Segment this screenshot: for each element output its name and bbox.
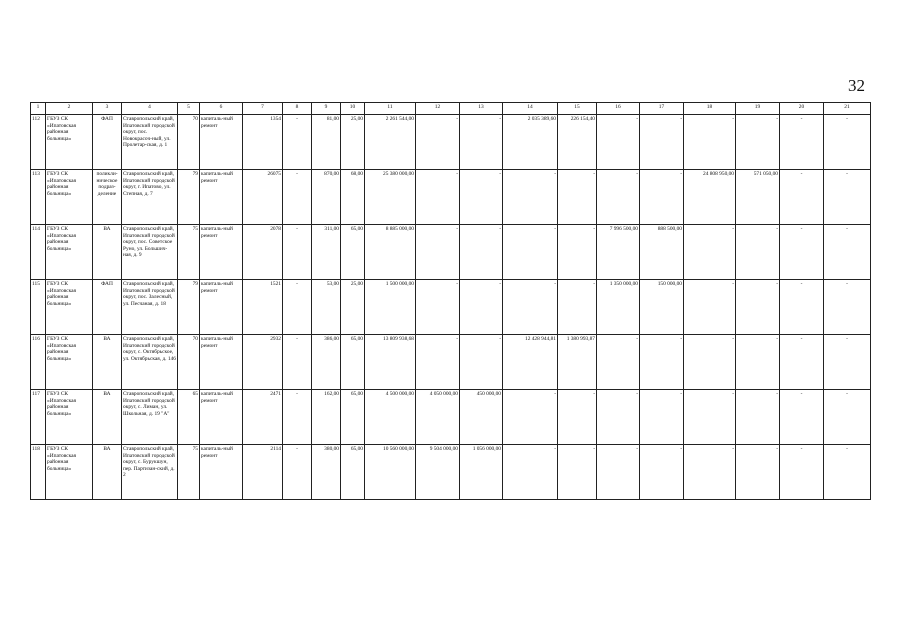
table-cell: 117 — [31, 390, 46, 445]
table-cell: - — [780, 225, 824, 280]
table-cell: - — [416, 115, 460, 170]
table-cell: - — [640, 115, 684, 170]
table-row — [31, 115, 871, 170]
table-cell: - — [597, 170, 640, 225]
objects-table — [30, 102, 871, 500]
table-cell: - — [503, 170, 558, 225]
table-cell: 65,00 — [341, 225, 365, 280]
table-cell: Ставропольский край, Ипатовский городской округ, с. Бурукшун, пер. Партизан-ский, д. 2 — [122, 445, 178, 500]
table-cell: 25,00 — [341, 280, 365, 335]
column-header-11: 11 — [365, 103, 416, 115]
column-header-15: 15 — [558, 103, 597, 115]
table-cell: 65,00 — [341, 445, 365, 500]
table-cell: 13 809 938,68 — [365, 335, 416, 390]
table-cell: ВА — [93, 390, 122, 445]
column-header-1: 1 — [31, 103, 46, 115]
table-cell: 386,00 — [312, 335, 341, 390]
table-cell: - — [460, 115, 503, 170]
table-cell: - — [558, 225, 597, 280]
table-cell: - — [684, 390, 736, 445]
table-cell: - — [780, 445, 824, 500]
table-cell: - — [597, 115, 640, 170]
page-number: 32 — [848, 76, 865, 95]
table-cell: - — [684, 225, 736, 280]
table-cell: Ставропольский край, Ипатовский городской округ, с. Лиман, ул. Школьная, д. 19 "А" — [122, 390, 178, 445]
table-cell: - — [640, 390, 684, 445]
table-row — [31, 335, 871, 390]
table-cell: - — [503, 225, 558, 280]
table-cell: 70 — [178, 115, 200, 170]
table-cell: 2078 — [243, 225, 283, 280]
table-cell: - — [558, 445, 597, 500]
column-header-2: 2 — [46, 103, 93, 115]
table-cell: 870,00 — [312, 170, 341, 225]
table-cell: 1 350 000,00 — [597, 280, 640, 335]
table-cell: - — [780, 335, 824, 390]
table-cell: ФАП — [93, 280, 122, 335]
column-header-16: 16 — [597, 103, 640, 115]
table-cell: 450 000,00 — [460, 390, 503, 445]
table-cell: 75 — [178, 445, 200, 500]
table-cell: - — [824, 225, 871, 280]
column-header-14: 14 — [503, 103, 558, 115]
table-cell: 65 — [178, 390, 200, 445]
table-cell: 1521 — [243, 280, 283, 335]
column-header-21: 21 — [824, 103, 871, 115]
table-cell: Ставропольский край, Ипатовский городской округ, пос. Залесный, ул. Песчаная, д. 18 — [122, 280, 178, 335]
table-cell: - — [460, 170, 503, 225]
table-cell: 116 — [31, 335, 46, 390]
column-header-12: 12 — [416, 103, 460, 115]
table-cell: ГБУЗ СК «Ипатовская районная больница» — [46, 170, 93, 225]
table-cell: - — [283, 115, 312, 170]
table-cell: 68,00 — [341, 170, 365, 225]
table-cell: - — [684, 280, 736, 335]
table-cell: 24 808 950,00 — [684, 170, 736, 225]
table-cell: 888 500,00 — [640, 225, 684, 280]
table-row — [31, 445, 871, 500]
table-cell: 79 — [178, 170, 200, 225]
table-cell: Ставропольский край, Ипатовский городской округ, пос. Советское Руно, ул. Большич-ная, д. 9 — [122, 225, 178, 280]
table-cell: 115 — [31, 280, 46, 335]
table-cell: 150 000,00 — [640, 280, 684, 335]
table-cell: - — [780, 280, 824, 335]
column-header-17: 17 — [640, 103, 684, 115]
table-cell: - — [416, 335, 460, 390]
column-header-19: 19 — [736, 103, 780, 115]
table-cell: ГБУЗ СК «Ипатовская районная больница» — [46, 445, 93, 500]
table-cell: 1 056 000,00 — [460, 445, 503, 500]
table-cell: - — [558, 280, 597, 335]
table-cell: - — [736, 390, 780, 445]
table-cell: - — [460, 335, 503, 390]
table-row — [31, 390, 871, 445]
column-header-7: 7 — [243, 103, 283, 115]
table-cell: ВА — [93, 335, 122, 390]
table-cell: - — [558, 390, 597, 445]
column-header-20: 20 — [780, 103, 824, 115]
table-cell: - — [736, 115, 780, 170]
table-cell: 9 504 000,00 — [416, 445, 460, 500]
table-cell: - — [503, 390, 558, 445]
table-cell: - — [597, 335, 640, 390]
table-cell: - — [597, 445, 640, 500]
table-cell: ФАП — [93, 115, 122, 170]
table-cell: 571 050,00 — [736, 170, 780, 225]
column-header-4: 4 — [122, 103, 178, 115]
column-header-8: 8 — [283, 103, 312, 115]
table-cell: 311,00 — [312, 225, 341, 280]
table-cell: 380,00 — [312, 445, 341, 500]
table-cell: - — [824, 335, 871, 390]
column-header-18: 18 — [684, 103, 736, 115]
table-cell: - — [684, 115, 736, 170]
table-row — [31, 280, 871, 335]
table-cell: 81,00 — [312, 115, 341, 170]
table-cell: - — [503, 280, 558, 335]
table-cell: ГБУЗ СК «Ипатовская районная больница» — [46, 335, 93, 390]
table-cell: капиталь-ный ремонт — [200, 115, 243, 170]
table-cell: поликли-ническое подраз-деление — [93, 170, 122, 225]
table-cell: капиталь-ный ремонт — [200, 445, 243, 500]
column-header-9: 9 — [312, 103, 341, 115]
table-cell: - — [503, 445, 558, 500]
table-row — [31, 225, 871, 280]
table-cell: - — [283, 390, 312, 445]
table-cell: капиталь-ный ремонт — [200, 170, 243, 225]
table-cell: 8 885 000,00 — [365, 225, 416, 280]
table-cell: 70 — [178, 335, 200, 390]
table-cell: ВА — [93, 225, 122, 280]
table-cell: 10 560 000,00 — [365, 445, 416, 500]
table-cell: 65,00 — [341, 390, 365, 445]
table-cell: 4 500 000,00 — [365, 390, 416, 445]
table-cell: 4 050 000,00 — [416, 390, 460, 445]
table-cell: - — [824, 390, 871, 445]
table-cell: 2 261 544,00 — [365, 115, 416, 170]
table-cell: - — [597, 390, 640, 445]
table-cell: 25 380 000,00 — [365, 170, 416, 225]
table-cell: 79 — [178, 280, 200, 335]
table-cell: - — [283, 170, 312, 225]
table-cell: ГБУЗ СК «Ипатовская районная больница» — [46, 115, 93, 170]
table-cell: 1 380 993,87 — [558, 335, 597, 390]
table-cell: 1 500 000,00 — [365, 280, 416, 335]
table-cell: ВА — [93, 445, 122, 500]
column-header-3: 3 — [93, 103, 122, 115]
table-cell: ГБУЗ СК «Ипатовская районная больница» — [46, 390, 93, 445]
table-cell: - — [640, 335, 684, 390]
table-cell: ГБУЗ СК «Ипатовская районная больница» — [46, 225, 93, 280]
table-cell: Ставропольский край, Ипатовский городской округ, г. Ипатово, ул. Степная, д. 7 — [122, 170, 178, 225]
table-cell: - — [640, 445, 684, 500]
table-cell: - — [736, 335, 780, 390]
table-cell: 226 154,40 — [558, 115, 597, 170]
table-cell: - — [283, 280, 312, 335]
table-cell: 2932 — [243, 335, 283, 390]
table-cell: 162,00 — [312, 390, 341, 445]
table-cell: - — [640, 170, 684, 225]
table-cell: Ставропольский край, Ипатовский городской округ, пос. Новокрасоч-ный, ул. Пролетар-ская, д. 1 — [122, 115, 178, 170]
table-cell: 65,00 — [341, 335, 365, 390]
table-cell: капиталь-ный ремонт — [200, 335, 243, 390]
table-row — [31, 170, 871, 225]
column-header-5: 5 — [178, 103, 200, 115]
table-cell: - — [684, 445, 736, 500]
table-cell: капиталь-ный ремонт — [200, 280, 243, 335]
table-cell: 25,00 — [341, 115, 365, 170]
table-cell: 12 428 944,81 — [503, 335, 558, 390]
table-cell: - — [460, 225, 503, 280]
table-cell: - — [283, 335, 312, 390]
table-cell: - — [416, 225, 460, 280]
column-header-6: 6 — [200, 103, 243, 115]
table-header-row — [31, 103, 871, 115]
table-cell: - — [736, 445, 780, 500]
column-header-10: 10 — [341, 103, 365, 115]
table-cell: - — [558, 170, 597, 225]
table-cell: Ставропольский край, Ипатовский городской округ, с. Октябрьское, ул. Октябрьская, д. 146 — [122, 335, 178, 390]
table-cell: - — [736, 280, 780, 335]
table-cell: - — [416, 170, 460, 225]
table-cell: 2471 — [243, 390, 283, 445]
table-cell: - — [283, 445, 312, 500]
table-cell: - — [460, 280, 503, 335]
table-cell: 118 — [31, 445, 46, 500]
table-cell: - — [684, 335, 736, 390]
column-header-13: 13 — [460, 103, 503, 115]
table-cell: - — [736, 225, 780, 280]
table-body — [31, 103, 871, 500]
table-cell: 114 — [31, 225, 46, 280]
table-cell: - — [416, 280, 460, 335]
table-cell: 2 035 389,60 — [503, 115, 558, 170]
table-cell: - — [780, 390, 824, 445]
table-cell: 112 — [31, 115, 46, 170]
table-cell: 113 — [31, 170, 46, 225]
table-cell: 26075 — [243, 170, 283, 225]
table-cell: 53,00 — [312, 280, 341, 335]
table-cell: - — [780, 115, 824, 170]
table-cell: капиталь-ный ремонт — [200, 390, 243, 445]
table-cell: - — [824, 115, 871, 170]
table-cell: ГБУЗ СК «Ипатовская районная больница» — [46, 280, 93, 335]
table-cell: - — [824, 280, 871, 335]
table-cell: 7 996 500,00 — [597, 225, 640, 280]
table-cell: - — [824, 445, 871, 500]
table-cell: 75 — [178, 225, 200, 280]
table-cell: - — [780, 170, 824, 225]
table-cell: капиталь-ный ремонт — [200, 225, 243, 280]
table-cell: - — [824, 170, 871, 225]
table-cell: 2114 — [243, 445, 283, 500]
table-cell: 1354 — [243, 115, 283, 170]
table-cell: - — [283, 225, 312, 280]
